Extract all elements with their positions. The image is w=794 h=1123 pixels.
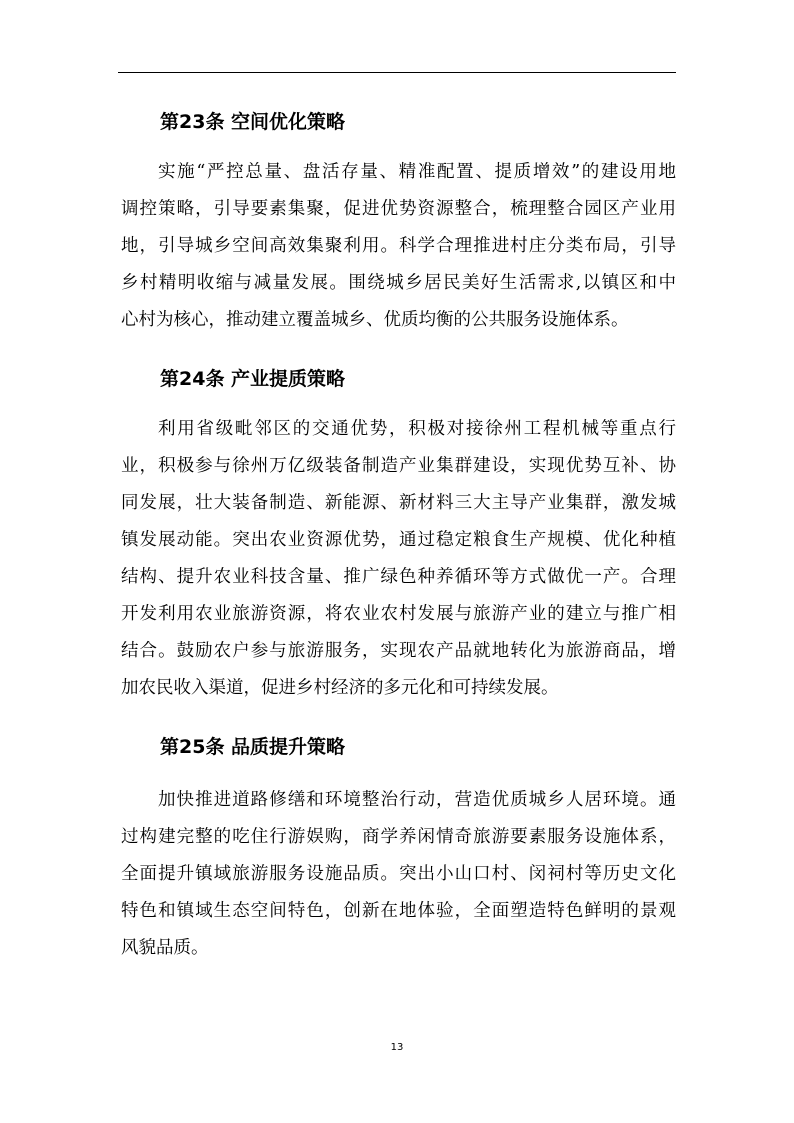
paragraph-line: 乡村精明收缩与减量发展。围绕城乡居民美好生活需求,以镇区和中 <box>121 273 676 293</box>
paragraph-line: 加农民收入渠道，促进乡村经济的多元化和可持续发展。 <box>121 678 559 698</box>
section-body-23 <box>121 154 676 339</box>
paragraph-line: 利用省级毗邻区的交通优势，积极对接徐州工程机械等重点行 <box>158 419 676 439</box>
section-heading-23: 第23条 空间优化策略 <box>160 111 346 133</box>
paragraph-line: 结构、提升农业科技含量、推广绿色种养循环等方式做优一产。合理 <box>121 567 676 587</box>
paragraph-line: 风貌品质。 <box>121 938 209 958</box>
section-body-25 <box>121 782 676 967</box>
paragraph-line: 过构建完整的吃住行游娱购，商学养闲情奇旅游要素服务设施体系， <box>121 827 676 847</box>
paragraph-line: 地，引导城乡空间高效集聚利用。科学合理推进村庄分类布局，引导 <box>121 236 676 256</box>
paragraph-line: 调控策略，引导要素集聚，促进优势资源整合，梳理整合园区产业用 <box>121 199 676 219</box>
paragraph-line: 加快推进道路修缮和环境整治行动，营造优质城乡人居环境。通 <box>158 790 676 810</box>
section-heading-25: 第25条 品质提升策略 <box>160 736 346 758</box>
paragraph-line: 同发展，壮大装备制造、新能源、新材料三大主导产业集群，激发城 <box>121 493 676 513</box>
paragraph-line: 开发利用农业旅游资源，将农业农村发展与旅游产业的建立与推广相 <box>121 604 676 624</box>
header-rule <box>118 72 676 73</box>
paragraph-line: 特色和镇域生态空间特色，创新在地体验，全面塑造特色鲜明的景观 <box>121 901 676 921</box>
paragraph-line: 镇发展动能。突出农业资源优势，通过稳定粮食生产规模、优化种植 <box>121 530 676 550</box>
paragraph-line: 结合。鼓励农户参与旅游服务，实现农产品就地转化为旅游商品，增 <box>121 641 676 661</box>
paragraph-line: 全面提升镇域旅游服务设施品质。突出小山口村、闵祠村等历史文化 <box>121 864 676 884</box>
paragraph-line: 实施“严控总量、盘活存量、精准配置、提质增效”的建设用地 <box>158 162 676 182</box>
section-body-24 <box>121 411 676 707</box>
page-number: 13 <box>390 1042 404 1053</box>
paragraph-line: 业，积极参与徐州万亿级装备制造产业集群建设，实现优势互补、协 <box>121 456 676 476</box>
section-heading-24: 第24条 产业提质策略 <box>160 368 346 390</box>
paragraph-line: 心村为核心，推动建立覆盖城乡、优质均衡的公共服务设施体系。 <box>121 310 629 330</box>
